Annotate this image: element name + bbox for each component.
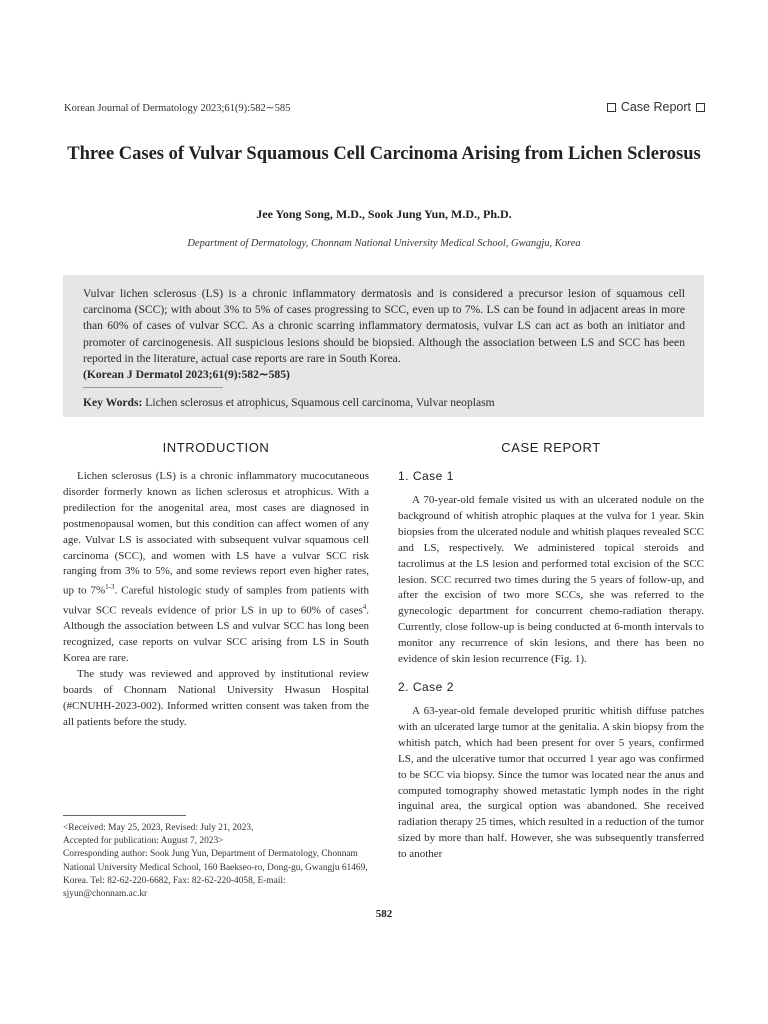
journal-citation-header: Korean Journal of Dermatology 2023;61(9):582∼585 [64,103,291,114]
keywords-label: Key Words: [83,396,143,409]
case-2-paragraph: A 63-year-old female developed pruritic whitish diffuse patches with an ulcerated large tumor at the genitalia. A skin biopsy from the whitish patch, which had been present for over 5 years, confirmed LS, and the ulcerative tumor that occurred 1 year ago was confirmed to be SCC via biopsy. Since the tumor was located near the anus and computed tomography showed metastatic lymph nodes in the right inguinal area, the surgical option was abandoned. She received radiation therapy 25 times, which resulted in a reduction of the tumor sized by more than half. However, she was subsequently transferred to another [398,704,704,861]
intro-text-part-1: Lichen sclerosus (LS) is a chronic inflammatory mucocutaneous disorder formerly known as lichen sclerosus et atrophicus. With a predilection for the anogenital area, most cases are diagnosed in postmenopausal women, but this condition can affect women of any age. Vulvar LS is associated with subsequent vulvar squamous cell carcinoma (SCC), and women with LS have a vulvar SCC risk ranging from 3% to 5%, and some reviews report even higher rates, up to 7% [63,470,369,597]
case-report-heading: CASE REPORT [501,440,601,455]
right-column [398,440,704,863]
case-1-paragraph: A 70-year-old female visited us with an ulcerated nodule on the background of whitish atrophic plaques at the vulva for 1 year. Skin biopsies from the ulcerated nodule and whitish plaques revealed SCC and LS, respectively. We administered topical steroids and tacrolimus at the LS lesion and performed total excision of the SCC lesion. SCC recurred two times during the 5 years of follow-up, and after the excision of two more SCCs, she was referred to the gynecologic department for concurrent chemo-radiation therapy. Currently, close follow-up is being conducted at 6-month intervals to monitor any recurrence of skin lesions, and there has been no evidence of skin lesion recurrence (Fig. 1). [398,494,704,666]
introduction-heading: INTRODUCTION [162,440,270,455]
page-number: 582 [375,908,393,920]
article-type-header [607,100,705,114]
abstract-text [83,286,685,383]
abstract-divider [83,387,223,388]
abstract-body: Vulvar lichen sclerosus (LS) is a chronic inflammatory dermatosis and is considered a precursor lesion of squamous cell carcinoma (SCC); with about 3% to 5% of cases progressing to SCC, even up to 7%. LS can be found in adjacent areas in more than 60% of cases of vulvar SCC. As a chronic scarring inflammatory dermatosis, vulvar LS can act as both an initiator and promoter of carcinogenesis. All suspicious lesions should be biopsied. Although the association between LS and SCC has been reported in the literature, actual case reports are rare in South Korea. [83,287,685,365]
article-title: Three Cases of Vulvar Squamous Cell Carcinoma Arising from Lichen Sclerosus [67,144,701,164]
introduction-paragraph-2: The study was reviewed and approved by institutional review boards of Chonnam National University Hwasun Hospital (#CNUHH-2023-002). Informed written consent was taken from the all patients before the study. [63,668,369,728]
reference-superscript: 1-3 [105,583,115,592]
author-affiliation: Department of Dermatology, Chonnam National University Medical School, Gwangju, Korea [187,238,581,249]
square-bullet-icon [607,103,616,112]
intro-text-part-2: . Careful histologic study of samples from patients with vulvar SCC reveals evidence of prior LS in up to 60% of cases [63,585,369,617]
square-bullet-icon [696,103,705,112]
article-type-label: Case Report [620,100,691,114]
left-column [63,440,369,731]
footnote-received: <Received: May 25, 2023, Revised: July 21, 2023, [63,823,254,833]
reference-superscript: 4 [362,602,367,611]
footnote-accepted: Accepted for publication: August 7, 2023> [63,836,224,847]
keywords-line [83,396,685,409]
footnote [63,822,369,901]
introduction-paragraph-1 [63,469,369,667]
footnote-divider [63,815,186,816]
keywords-list: Lichen sclerosus et atrophicus, Squamous cell carcinoma, Vulvar neoplasm [145,396,495,409]
case-1-heading: 1. Case 1 [398,469,454,483]
paragraph-spacer [398,668,704,680]
author-list: Jee Yong Song, M.D., Sook Jung Yun, M.D., Ph.D. [256,207,512,221]
case-2-heading: 2. Case 2 [398,679,454,694]
footnote-corresponding-author: Corresponding author: Sook Jung Yun, Department of Dermatology, Chonnam National University Medical School, 160 Baekseo-ro, Dong-gu, Gwangju 61469, Korea. Tel: 82-62-220-6682, Fax: 82-62-220-4058, E-mail: sjyun@chonnam.ac.kr [63,849,368,900]
abstract-citation: (Korean J Dermatol 2023;61(9):582∼585) [83,368,290,382]
abstract-box [63,275,704,417]
intro-text-part-3: . Although the association between LS and vulvar SCC has long been recognized, case reports on vulvar SCC arising from LS in South Korea are rare. [63,604,369,665]
